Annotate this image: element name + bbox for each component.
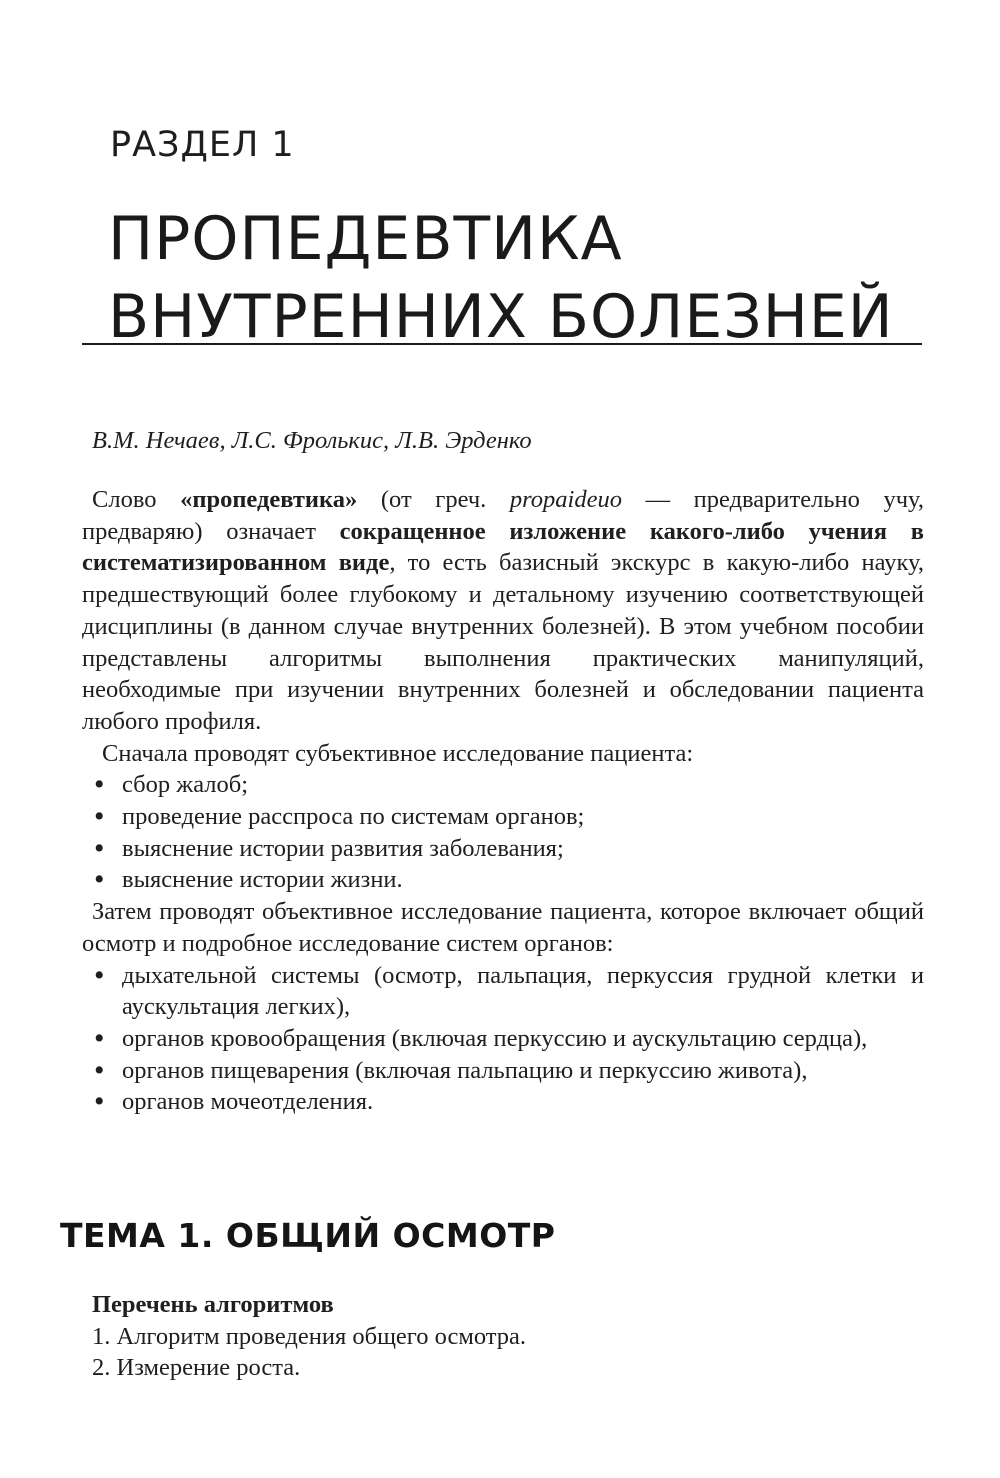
algorithms-list — [82, 1321, 924, 1384]
list-item: 2. Измерение роста. — [92, 1354, 301, 1382]
intro-text: (от греч. — [357, 486, 510, 513]
subjective-list — [82, 769, 924, 896]
theme-heading: ТЕМА 1. ОБЩИЙ ОСМОТР — [60, 1216, 556, 1255]
bullet-icon: • — [92, 960, 107, 990]
list-item-text: органов мочеотделения. — [122, 1088, 374, 1116]
algorithms-block — [82, 1289, 924, 1384]
list-item-text: выяснение истории жизни. — [122, 866, 403, 894]
list-item — [82, 801, 924, 833]
bullet-icon: • — [92, 802, 107, 832]
list-item — [82, 1055, 924, 1087]
bullet-icon: • — [92, 865, 107, 895]
intro-paragraph — [82, 484, 924, 738]
bullet-icon: • — [92, 1087, 107, 1117]
definition-text: сокращенное изложение какого-либо учения в систематизированном виде — [82, 517, 924, 577]
intro-text: , то есть базисный экскурс в какую-либо науку, предшествующий более глубокому и детальному изучению соответствующей дисциплины (в данном случае внутренних болезней). В этом учебном пособии представлены алгоритмы выполнения практических манипуляций, необходимые при изучении внутренних болезней и обследовании пациента любого профиля. — [82, 549, 924, 735]
bullet-icon: • — [92, 1055, 107, 1085]
authors: В.М. Нечаев, Л.С. Фролькис, Л.В. Эрденко — [92, 427, 532, 454]
bullet-icon: • — [92, 770, 107, 800]
list-item — [82, 1086, 924, 1118]
list-item — [82, 960, 924, 1023]
body-text — [82, 484, 924, 1118]
list-item — [82, 1023, 924, 1055]
section-label: РАЗДЕЛ 1 — [110, 125, 295, 165]
section-title — [108, 200, 894, 356]
list-item — [82, 864, 924, 896]
list-item — [82, 833, 924, 865]
objective-lead: Затем проводят объективное исследование пациента, которое включает общий осмотр и подробное исследование систем органов: — [82, 898, 924, 957]
section-title-line: ВНУТРЕННИХ БОЛЕЗНЕЙ — [108, 282, 894, 352]
subjective-lead: Сначала проводят субъективное исследование пациента: — [102, 739, 694, 767]
list-item: 1. Алгоритм проведения общего осмотра. — [92, 1322, 527, 1350]
list-item-text: органов пищеварения (включая пальпацию и перкуссию живота), — [122, 1056, 808, 1084]
list-item-text: сбор жалоб; — [122, 771, 249, 799]
section-title-line: ПРОПЕДЕВТИКА — [108, 204, 623, 274]
algorithms-heading: Перечень алгоритмов — [92, 1291, 334, 1318]
list-item-text: дыхательной системы (осмотр, пальпация, перкуссия грудной клетки и аускультация легких), — [122, 961, 924, 1021]
bullet-icon: • — [92, 1023, 107, 1053]
bullet-icon: • — [92, 833, 107, 863]
term-propedeutics: «пропедевтика» — [180, 486, 358, 513]
intro-text: — предварительно учу, предваряю) означает — [82, 486, 924, 545]
objective-list — [82, 960, 924, 1119]
title-divider — [82, 343, 922, 345]
greek-word: propaideuo — [509, 486, 622, 513]
list-item-text: органов кровообращения (включая перкуссию и аускультацию сердца), — [122, 1024, 868, 1052]
list-item-text: проведение расспроса по системам органов; — [122, 803, 585, 831]
intro-text: Слово — [92, 486, 181, 513]
list-item-text: выяснение истории развития заболевания; — [122, 834, 564, 862]
list-item — [82, 769, 924, 801]
